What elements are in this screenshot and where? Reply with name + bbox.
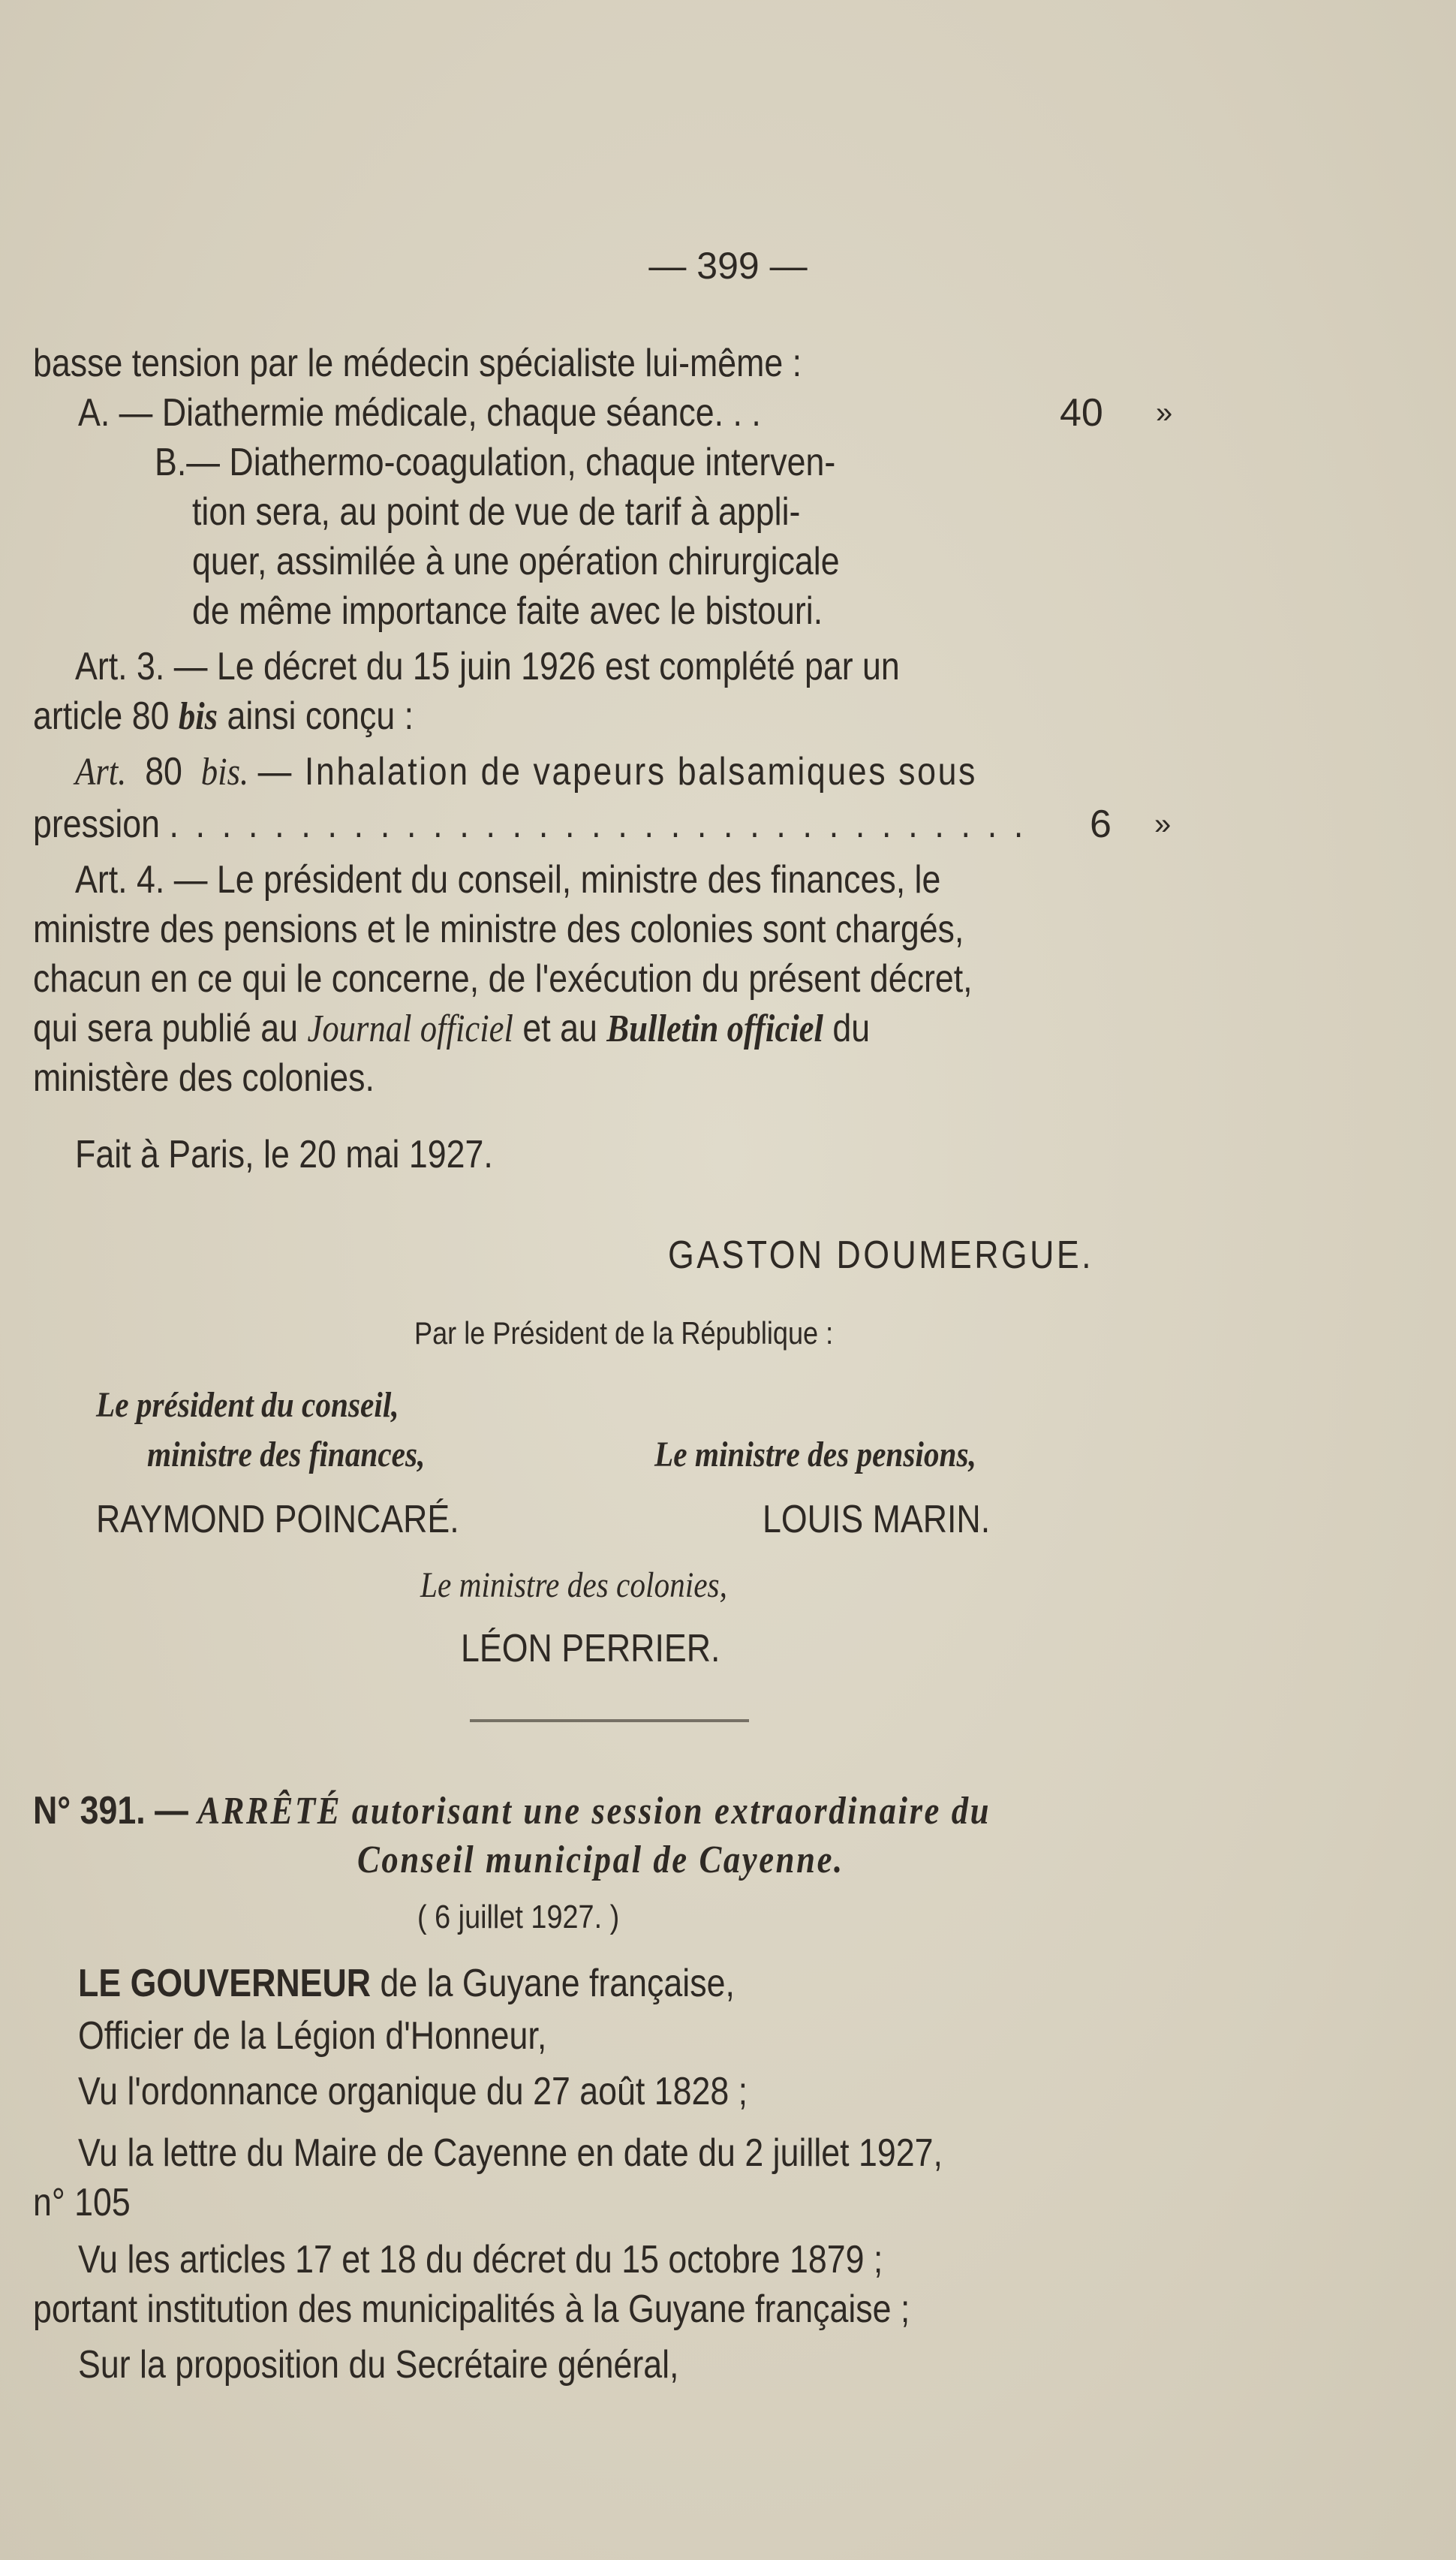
text-line: B.— Diathermo-coagulation, chaque interven-	[155, 441, 836, 484]
tariff-unit: »	[1154, 808, 1172, 841]
signatory-name: LOUIS MARIN.	[763, 1498, 991, 1541]
text-line: ministre des pensions et le ministre des colonies sont chargés,	[33, 908, 964, 951]
text-span-italic: Journal officiel	[307, 1007, 513, 1050]
signatory-title: Le ministre des colonies,	[420, 1565, 727, 1605]
text-line: tion sera, au point de vue de tarif à appli-	[192, 490, 801, 534]
text-span: LE GOUVERNEUR	[78, 1962, 372, 2005]
text-span: de la Guyane française,	[380, 1962, 735, 2005]
text-line: ministère des colonies.	[33, 1056, 375, 1100]
text-span: pression	[33, 803, 161, 846]
date-line: Fait à Paris, le 20 mai 1927.	[75, 1133, 493, 1176]
text-span: du	[832, 1007, 871, 1050]
text-line: basse tension par le médecin spécialiste lui-même :	[33, 342, 802, 385]
text-span-italic: ARRÊTÉ autorisant une session extraordinaire du	[197, 1790, 991, 1833]
tariff-value: 6	[1090, 803, 1112, 846]
signatory-title: Le président du conseil,	[96, 1385, 399, 1425]
signatory-title: Le ministre des pensions,	[654, 1435, 976, 1474]
signatory-title: ministre des finances,	[147, 1435, 426, 1474]
text-line: Vu les articles 17 et 18 du décret du 15 octobre 1879 ;	[78, 2238, 883, 2281]
tariff-unit: »	[1156, 396, 1173, 429]
signature-president: GASTON DOUMERGUE.	[668, 1233, 1094, 1277]
text-span-italic: Bulletin officiel	[606, 1007, 823, 1050]
page-number: — 399 —	[648, 245, 808, 287]
text-line	[78, 1959, 735, 2007]
text-span: ainsi conçu :	[227, 694, 414, 738]
text-line: n° 105	[33, 2181, 131, 2224]
text-line: A. — Diathermie médicale, chaque séance. . .	[78, 391, 761, 435]
text-line: Conseil municipal de Cayenne.	[357, 1839, 844, 1881]
text-span: — Inhalation de vapeurs balsamiques sous	[257, 750, 977, 794]
text-span: 80	[145, 750, 182, 794]
text-line: Sur la proposition du Secrétaire général,	[78, 2343, 679, 2387]
text-line: Par le Président de la République :	[414, 1315, 834, 1351]
text-line	[33, 1004, 870, 1053]
text-span: N° 391. —	[33, 1789, 188, 1833]
text-line	[33, 1787, 991, 1836]
text-line	[33, 692, 414, 741]
text-line: Vu l'ordonnance organique du 27 août 1828 ;	[78, 2070, 748, 2113]
text-line: Art. 3. — Le décret du 15 juin 1926 est complété par un	[75, 645, 900, 688]
text-line: Officier de la Légion d'Honneur,	[78, 2014, 547, 2058]
text-line: quer, assimilée à une opération chirurgicale	[192, 540, 840, 583]
text-span-italic: Art.	[75, 751, 127, 794]
text-span-italic: bis	[178, 695, 218, 738]
tariff-value: 40	[1060, 391, 1103, 435]
section-divider	[470, 1719, 749, 1722]
text-line: chacun en ce qui le concerne, de l'exécution du présent décret,	[33, 957, 973, 1001]
text-span-italic: bis.	[200, 751, 249, 794]
signatory-name: RAYMOND POINCARÉ.	[96, 1498, 459, 1541]
text-line: de même importance faite avec le bistouri.	[192, 589, 823, 633]
leader-dots: . . . . . . . . . . . . . . . . . . . . . . . . . . . . . . . . .	[169, 803, 1027, 846]
text-span: qui sera publié au	[33, 1007, 299, 1050]
text-line: Vu la lettre du Maire de Cayenne en date du 2 juillet 1927,	[78, 2131, 943, 2175]
date-line: ( 6 juillet 1927. )	[417, 1899, 620, 1935]
text-span: et au	[522, 1007, 597, 1050]
signatory-name: LÉON PERRIER.	[461, 1627, 720, 1670]
text-span: article 80	[33, 694, 170, 738]
text-line: Art. 4. — Le président du conseil, ministre des finances, le	[75, 858, 941, 902]
text-line: portant institution des municipalités à la Guyane française ;	[33, 2287, 910, 2331]
text-line	[75, 748, 977, 797]
text-line	[33, 800, 1027, 848]
